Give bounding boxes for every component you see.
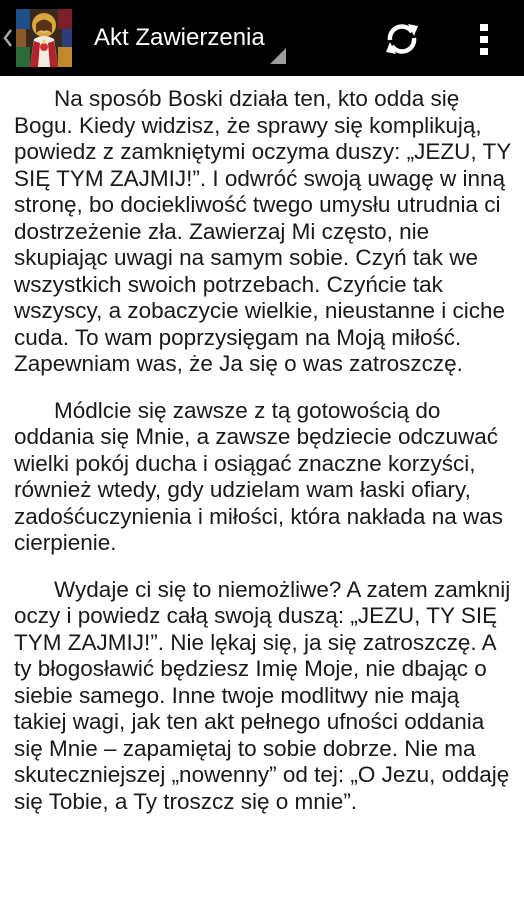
refresh-icon	[376, 14, 428, 64]
action-bar	[0, 0, 524, 76]
paragraph-1: Na sposób Boski działa ten, kto odda się Bogu. Kiedy widzisz, że sprawy się komplikują, powiedz z zamkniętymi oczyma duszy: „JEZU, TY SIĘ TYM ZAJMIJ!”. I odwróć swoją uwagę w inną stronę, bo dociekliwość twego umysłu utrudnia ci dostrzeżenie zła. Zawierzaj Mi często, nie skupiając uwagi na samym sobie. Czyń tak we wszystkich swoich potrzebach. Czyńcie tak wszyscy, a zobaczycie wielkie, nieustanne i ciche cuda. To wam poprzysięgam na Moją miłość. Zapewniam was, że Ja się o was zatroszczę.	[14, 86, 511, 376]
text-content	[14, 86, 514, 835]
chevron-left-icon[interactable]	[2, 24, 14, 52]
app-icon[interactable]	[16, 9, 72, 67]
page-title: Akt Zawierzenia	[94, 24, 265, 51]
paragraph-3: Wydaje ci się to niemożliwe? A zatem zamknij oczy i powiedz całą swoją duszą: „JEZU, TY SIĘ TYM ZAJMIJ!”. Nie lękaj się, ja się zatroszczę. A ty błogosławić będziesz Imię Moje, nie dbając o siebie samego. Inne twoje modlitwy nie mają takiej wagi, jak ten akt pełnego ufności oddania się Mnie – zapamiętaj to sobie dobrze. Nie ma skuteczniejszej „nowenny” od tej: „O Jezu, oddaję się Tobie, a Ty troszcz się o mnie”.	[14, 576, 511, 814]
refresh-button[interactable]	[376, 14, 428, 64]
paragraph-2: Módlcie się zawsze z tą gotowością do oddania się Mnie, a zawsze będziecie odczuwać wielki pokój ducha i osiągać znaczne korzyści, również wtedy, gdy udzielam wam łaski ofiary, zadośćuczynienia i miłości, która nakłada na was cierpienie.	[14, 397, 503, 555]
overflow-menu-button[interactable]	[462, 14, 506, 64]
more-vert-icon	[462, 14, 506, 64]
dropdown-indicator-icon[interactable]	[270, 48, 286, 64]
